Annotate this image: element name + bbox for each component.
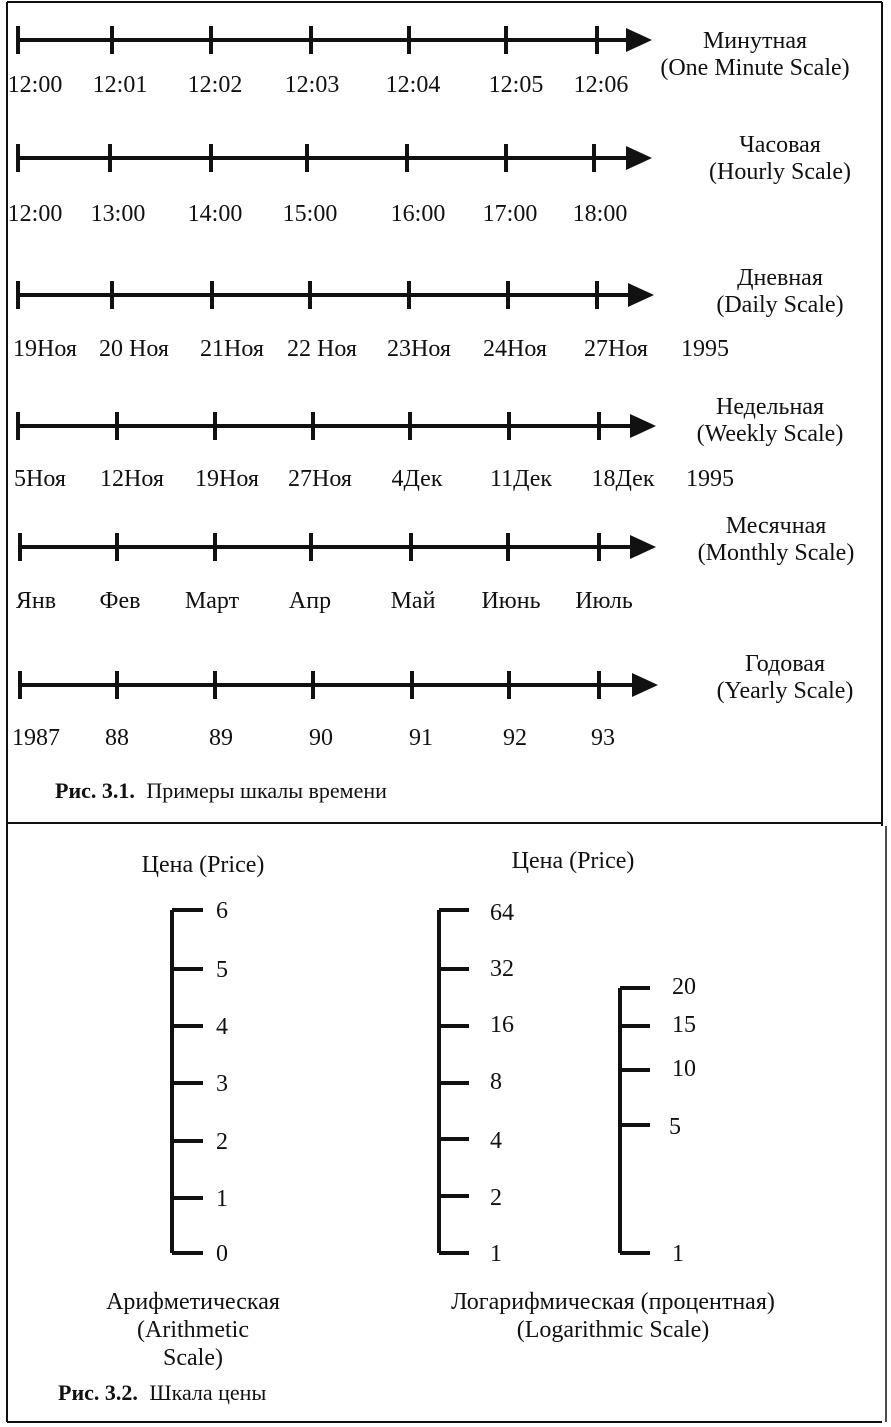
tick-label: 8 bbox=[490, 1069, 502, 1095]
tick-label: Июнь bbox=[481, 588, 541, 614]
tick-label: 89 bbox=[209, 725, 233, 751]
price-title-right: Цена (Price) bbox=[511, 848, 635, 874]
figure-caption bbox=[55, 778, 387, 803]
scale-title-ru: Месячная bbox=[725, 513, 827, 539]
tick-label: 6 bbox=[216, 898, 228, 924]
scale-title-ru: Часовая bbox=[739, 132, 821, 158]
tick-label: 1 bbox=[216, 1186, 228, 1212]
tick-label: Июль bbox=[575, 588, 633, 614]
tick-label: 0 bbox=[216, 1241, 228, 1267]
scale-arrowhead bbox=[626, 146, 652, 170]
tick-label: 12:03 bbox=[284, 72, 340, 98]
scale-title-ru: Недельная bbox=[716, 394, 824, 420]
tick-label: 19Ноя bbox=[195, 466, 259, 492]
tick-label: 27Ноя bbox=[584, 336, 648, 362]
price-title-left: Цена (Price) bbox=[141, 852, 265, 878]
logarithmic-label-line2: (Logarithmic Scale) bbox=[516, 1317, 710, 1343]
arithmetic-label-line1: Арифметическая bbox=[106, 1289, 280, 1315]
scale-arrowhead bbox=[630, 535, 656, 559]
tick-label: 12:02 bbox=[187, 72, 243, 98]
tick-label: Март bbox=[184, 588, 240, 614]
tick-label: 91 bbox=[409, 725, 433, 751]
tick-label: 15:00 bbox=[282, 201, 338, 227]
tick-label: 24Ноя bbox=[483, 336, 547, 362]
tick-label: 16:00 bbox=[390, 201, 446, 227]
tick-label: 12Ноя bbox=[100, 466, 164, 492]
scale-arrowhead bbox=[626, 28, 652, 52]
year-label: 1995 bbox=[681, 336, 729, 362]
figure-caption-label: Рис. 3.2. bbox=[58, 1380, 138, 1405]
scale-arrowhead bbox=[628, 283, 654, 307]
tick-label: 3 bbox=[216, 1071, 228, 1097]
time-scale-monthly bbox=[16, 513, 854, 614]
price-scales-figure bbox=[58, 848, 775, 1405]
tick-label: 12:06 bbox=[573, 72, 629, 98]
time-scale-daily bbox=[13, 265, 844, 362]
tick-label: 22 Ноя bbox=[287, 336, 357, 362]
time-scales-figure bbox=[8, 26, 855, 803]
tick-label: 5Ноя bbox=[14, 466, 66, 492]
tick-label: Апр bbox=[288, 588, 332, 614]
tick-label: 23Ноя bbox=[387, 336, 451, 362]
tick-label: 64 bbox=[490, 900, 514, 926]
arithmetic-label-line3: Scale) bbox=[163, 1345, 223, 1371]
scale-title-en: (Daily Scale) bbox=[716, 292, 844, 318]
tick-label: 10 bbox=[672, 1056, 696, 1082]
tick-label: 5 bbox=[216, 957, 228, 983]
time-scale-minute bbox=[8, 26, 850, 98]
tick-label: 18:00 bbox=[572, 201, 628, 227]
tick-label: 12:01 bbox=[92, 72, 148, 98]
arithmetic-scale bbox=[172, 898, 228, 1267]
tick-label: 1 bbox=[490, 1241, 502, 1267]
percentage-scale bbox=[620, 974, 696, 1267]
tick-label: 12:05 bbox=[488, 72, 544, 98]
tick-label: 11Дек bbox=[489, 466, 553, 492]
arithmetic-label-line2: (Arithmetic bbox=[137, 1317, 249, 1343]
time-scale-hourly bbox=[8, 132, 851, 227]
tick-label: 1 bbox=[672, 1241, 684, 1267]
tick-label: 12:00 bbox=[7, 201, 63, 227]
tick-label: 18Дек bbox=[591, 466, 655, 492]
tick-label: 4 bbox=[216, 1014, 228, 1040]
scale-title-en: (Yearly Scale) bbox=[716, 678, 854, 704]
tick-label: 13:00 bbox=[90, 201, 146, 227]
figure-caption bbox=[58, 1380, 266, 1405]
tick-label: 88 bbox=[105, 725, 129, 751]
figure-caption-text: Примеры шкалы времени bbox=[146, 778, 387, 803]
tick-label: 14:00 bbox=[187, 201, 243, 227]
tick-label: 12:00 bbox=[7, 72, 63, 98]
scale-title-ru: Минутная bbox=[702, 28, 808, 54]
scale-title-en: (Monthly Scale) bbox=[697, 540, 855, 566]
figure-caption-text: Шкала цены bbox=[149, 1380, 267, 1405]
tick-label: 15 bbox=[672, 1012, 696, 1038]
tick-label: 4 bbox=[490, 1128, 502, 1154]
tick-label: 21Ноя bbox=[200, 336, 264, 362]
tick-label: 2 bbox=[216, 1129, 228, 1155]
tick-label: 16 bbox=[490, 1012, 514, 1038]
tick-label: 1987 bbox=[12, 725, 60, 751]
time-scale-yearly bbox=[12, 651, 853, 751]
logarithmic-label-line1: Логарифмическая (процентная) bbox=[451, 1289, 775, 1315]
tick-label: Май bbox=[390, 588, 436, 614]
scale-title-en: (Hourly Scale) bbox=[709, 159, 851, 185]
time-scale-weekly bbox=[14, 394, 843, 492]
tick-label: 90 bbox=[309, 725, 333, 751]
logarithmic-scale bbox=[439, 900, 514, 1267]
tick-label: 19Ноя bbox=[13, 336, 77, 362]
tick-label: 20 Ноя bbox=[99, 336, 169, 362]
scale-title-ru: Дневная bbox=[737, 265, 823, 291]
tick-label: 12:04 bbox=[385, 72, 441, 98]
scale-title-en: (One Minute Scale) bbox=[660, 55, 850, 81]
tick-label: 4Дек bbox=[391, 466, 443, 492]
tick-label: 2 bbox=[490, 1185, 502, 1211]
tick-label: 20 bbox=[672, 974, 696, 1000]
scale-title-en: (Weekly Scale) bbox=[696, 421, 844, 447]
tick-label: 93 bbox=[591, 725, 615, 751]
figure-caption-label: Рис. 3.1. bbox=[55, 778, 135, 803]
tick-label: 17:00 bbox=[482, 201, 538, 227]
tick-label: 92 bbox=[503, 725, 527, 751]
scale-arrowhead bbox=[632, 673, 658, 697]
tick-label: Янв bbox=[15, 588, 57, 614]
tick-label: 27Ноя bbox=[288, 466, 352, 492]
tick-label: 5 bbox=[669, 1114, 681, 1140]
year-label: 1995 bbox=[686, 466, 734, 492]
scale-title-ru: Годовая bbox=[745, 651, 825, 677]
scale-arrowhead bbox=[630, 414, 656, 438]
tick-label: 32 bbox=[490, 956, 514, 982]
tick-label: Фев bbox=[99, 588, 141, 614]
